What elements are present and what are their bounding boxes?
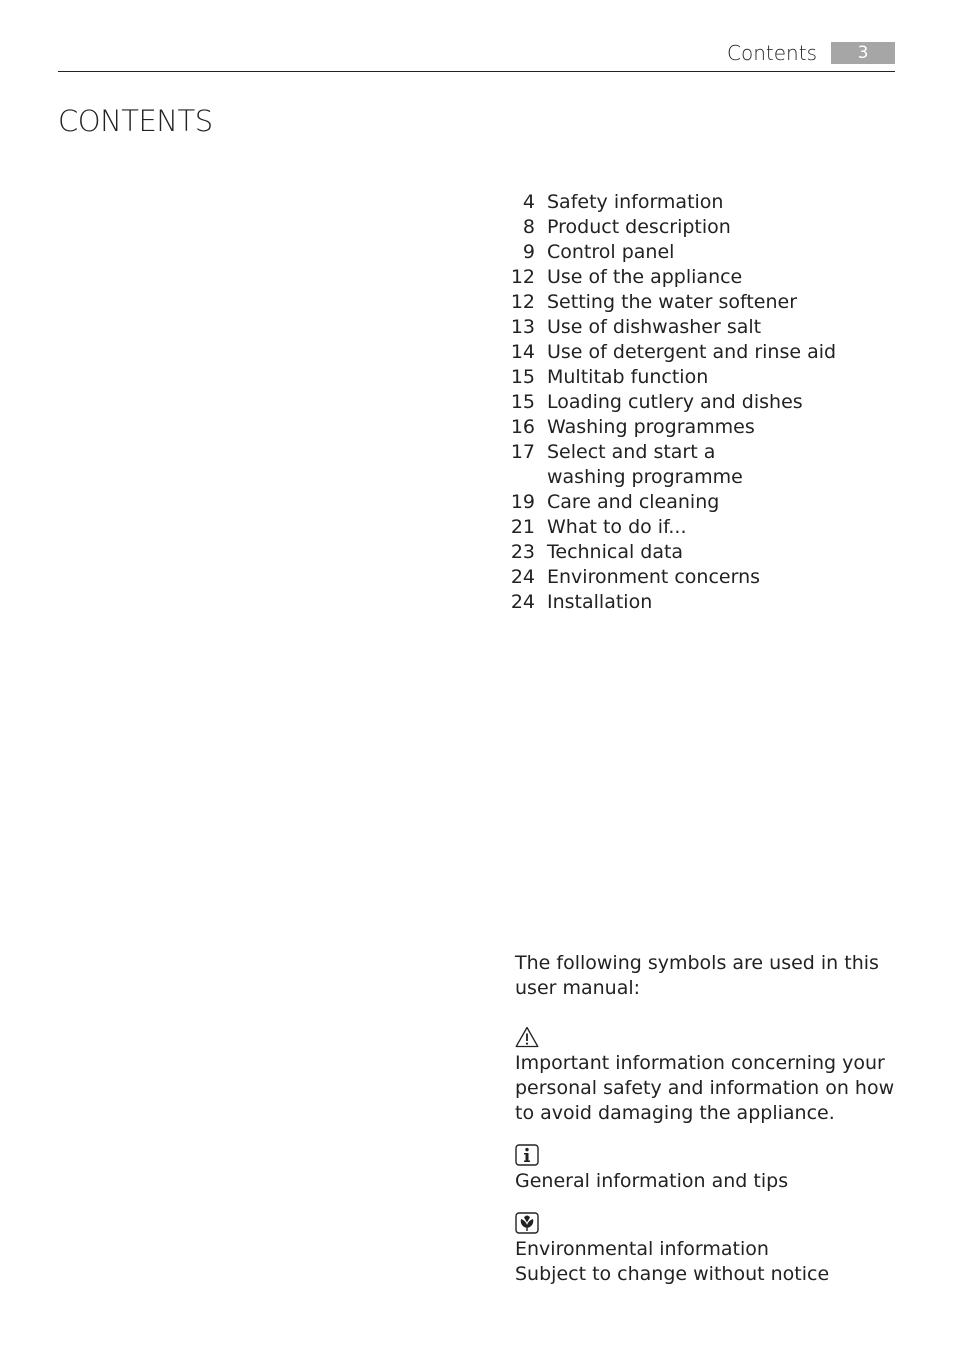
toc-entry	[500, 390, 900, 415]
toc-title: Control panel	[547, 241, 675, 263]
change-notice: Subject to change without notice	[515, 1263, 830, 1285]
toc-page-number: 24	[510, 566, 535, 588]
toc-entry	[500, 515, 900, 540]
page-title: CONTENTS	[58, 104, 213, 138]
toc-title: Multitab function	[547, 366, 709, 388]
toc-page-number: 4	[522, 191, 535, 213]
toc-title: Use of detergent and rinse aid	[547, 341, 837, 363]
toc-entry	[500, 290, 900, 315]
info-icon	[515, 1144, 895, 1167]
toc-title: Use of dishwasher salt	[547, 316, 762, 338]
toc-page-number: 19	[510, 491, 535, 513]
page-number: 3	[831, 42, 895, 64]
toc-page-number: 14	[510, 341, 535, 363]
symbol-warning	[515, 1026, 895, 1126]
toc-page-number: 21	[510, 516, 535, 538]
toc-entry	[500, 440, 900, 490]
toc-entry	[500, 415, 900, 440]
toc-entry	[500, 540, 900, 565]
toc-entry	[500, 565, 900, 590]
symbol-info	[515, 1144, 895, 1194]
toc-page-number: 16	[510, 416, 535, 438]
toc-entry	[500, 315, 900, 340]
toc-page-number: 13	[510, 316, 535, 338]
toc-title: Technical data	[547, 541, 684, 563]
toc-title: Setting the water softener	[547, 291, 798, 313]
toc-entry	[500, 365, 900, 390]
toc-title: Product description	[547, 216, 731, 238]
toc-entry	[500, 240, 900, 265]
toc-entry	[500, 590, 900, 615]
toc-entry	[500, 190, 900, 215]
symbol-environment	[515, 1212, 895, 1262]
toc-page-number: 8	[522, 216, 535, 238]
toc-title: Select and start a washing programme	[547, 441, 743, 488]
table-of-contents	[500, 190, 900, 615]
toc-title: Use of the appliance	[547, 266, 743, 288]
header-section-title: Contents	[727, 41, 817, 65]
toc-title: Environment concerns	[547, 566, 761, 588]
toc-title: Washing programmes	[547, 416, 755, 438]
toc-entry	[500, 215, 900, 240]
toc-title: Loading cutlery and dishes	[547, 391, 803, 413]
symbol-environment-text: Environmental information	[515, 1238, 769, 1260]
toc-page-number: 17	[510, 441, 535, 463]
toc-title: Safety information	[547, 191, 724, 213]
symbols-legend	[515, 951, 895, 1287]
toc-page-number: 12	[510, 291, 535, 313]
toc-entry	[500, 265, 900, 290]
toc-page-number: 9	[522, 241, 535, 263]
symbol-info-text: General information and tips	[515, 1170, 789, 1192]
symbols-intro: The following symbols are used in this user manual:	[515, 952, 879, 999]
toc-page-number: 23	[510, 541, 535, 563]
toc-title: Care and cleaning	[547, 491, 720, 513]
warning-triangle-icon	[515, 1026, 895, 1049]
toc-page-number: 24	[510, 591, 535, 613]
toc-page-number: 12	[510, 266, 535, 288]
toc-entry	[500, 490, 900, 515]
toc-title: What to do if...	[547, 516, 687, 538]
environment-icon	[515, 1212, 895, 1235]
toc-entry	[500, 340, 900, 365]
symbol-warning-text: Important information concerning your personal safety and information on how to avoid damaging the appliance.	[515, 1052, 895, 1124]
toc-page-number: 15	[510, 366, 535, 388]
toc-page-number: 15	[510, 391, 535, 413]
page-header	[58, 38, 895, 72]
toc-title: Installation	[547, 591, 653, 613]
